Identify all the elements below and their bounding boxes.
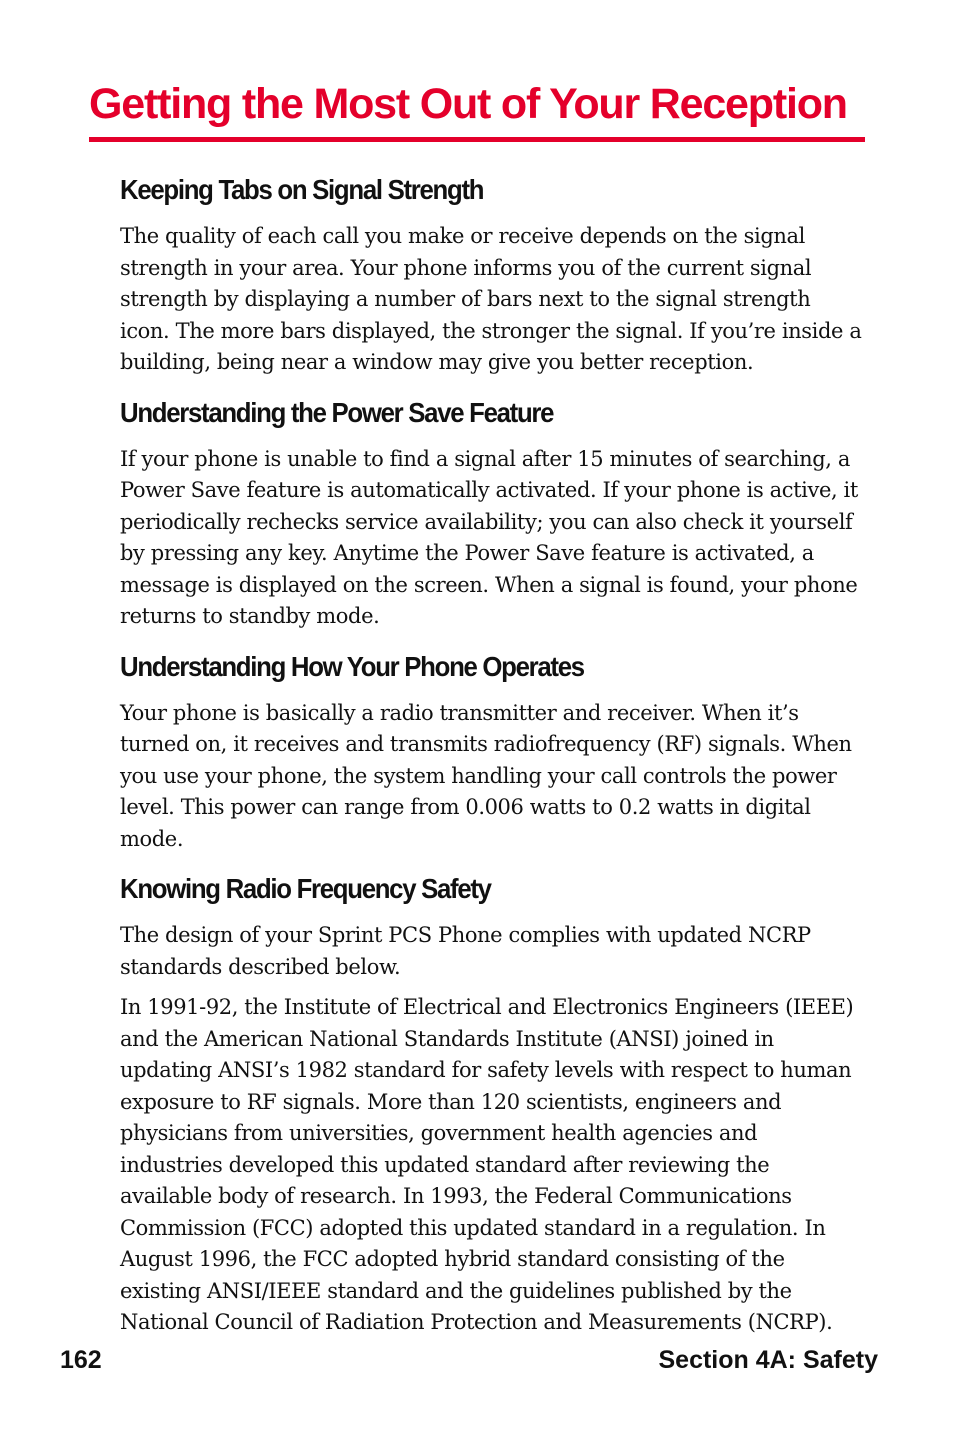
paragraph-phone-operates: Your phone is basically a radio transmitter and receiver. When it’s turned on, it receives and transmits radiofrequency (RF) signals. When you use your phone, the system handling your call controls the power level. This power can range from 0.006 watts to 0.2 watts in digital mode. [120, 700, 852, 851]
page-number: 162 [60, 1346, 102, 1374]
paragraph-rf-safety-intro: The design of your Sprint PCS Phone complies with updated NCRP standards described below. [120, 923, 811, 979]
section-heading-phone-operates: Understanding How Your Phone Operates [120, 650, 584, 682]
paragraph-signal-strength: The quality of each call you make or receive depends on the signal strength in your area. Your phone informs you of the current signal strength by displaying a number of bars next to the signal strength icon. The more bars displayed, the stronger the signal. If you’re inside a building, being near a window may give you better reception. [120, 224, 862, 374]
section-heading-power-save: Understanding the Power Save Feature [120, 396, 554, 428]
page-title: Getting the Most Out of Your Reception [89, 80, 847, 128]
section-heading-rf-safety: Knowing Radio Frequency Safety [120, 873, 491, 904]
page-content [120, 170, 865, 1339]
paragraph-power-save: If your phone is unable to find a signal after 15 minutes of searching, a Power Save feature is automatically activated. If your phone is active, it periodically rechecks service availability; you can also check it yourself by pressing any key. Anytime the Power Save feature is activated, a message is displayed on the screen. When a signal is found, your phone returns to standby mode. [120, 446, 858, 628]
footer-section-label: Section 4A: Safety [658, 1346, 878, 1374]
paragraph-rf-safety-history: In 1991-92, the Institute of Electrical and Electronics Engineers (IEEE) and the American National Standards Institute (ANSI) joined in updating ANSI’s 1982 standard for safety levels with respect to human exposure to RF signals. More than 120 scientists, engineers and physicians from universities, government health agencies and industries developed this updated standard after reviewing the available body of research. In 1993, the Federal Communications Commission (FCC) adopted this updated standard in a regulation. In August 1996, the FCC adopted hybrid standard consisting of the existing ANSI/IEEE standard and the guidelines published by the National Council of Radiation Protection and Measurements (NCRP). [120, 995, 854, 1334]
section-heading-signal-strength: Keeping Tabs on Signal Strength [120, 174, 484, 205]
title-divider [89, 137, 865, 142]
